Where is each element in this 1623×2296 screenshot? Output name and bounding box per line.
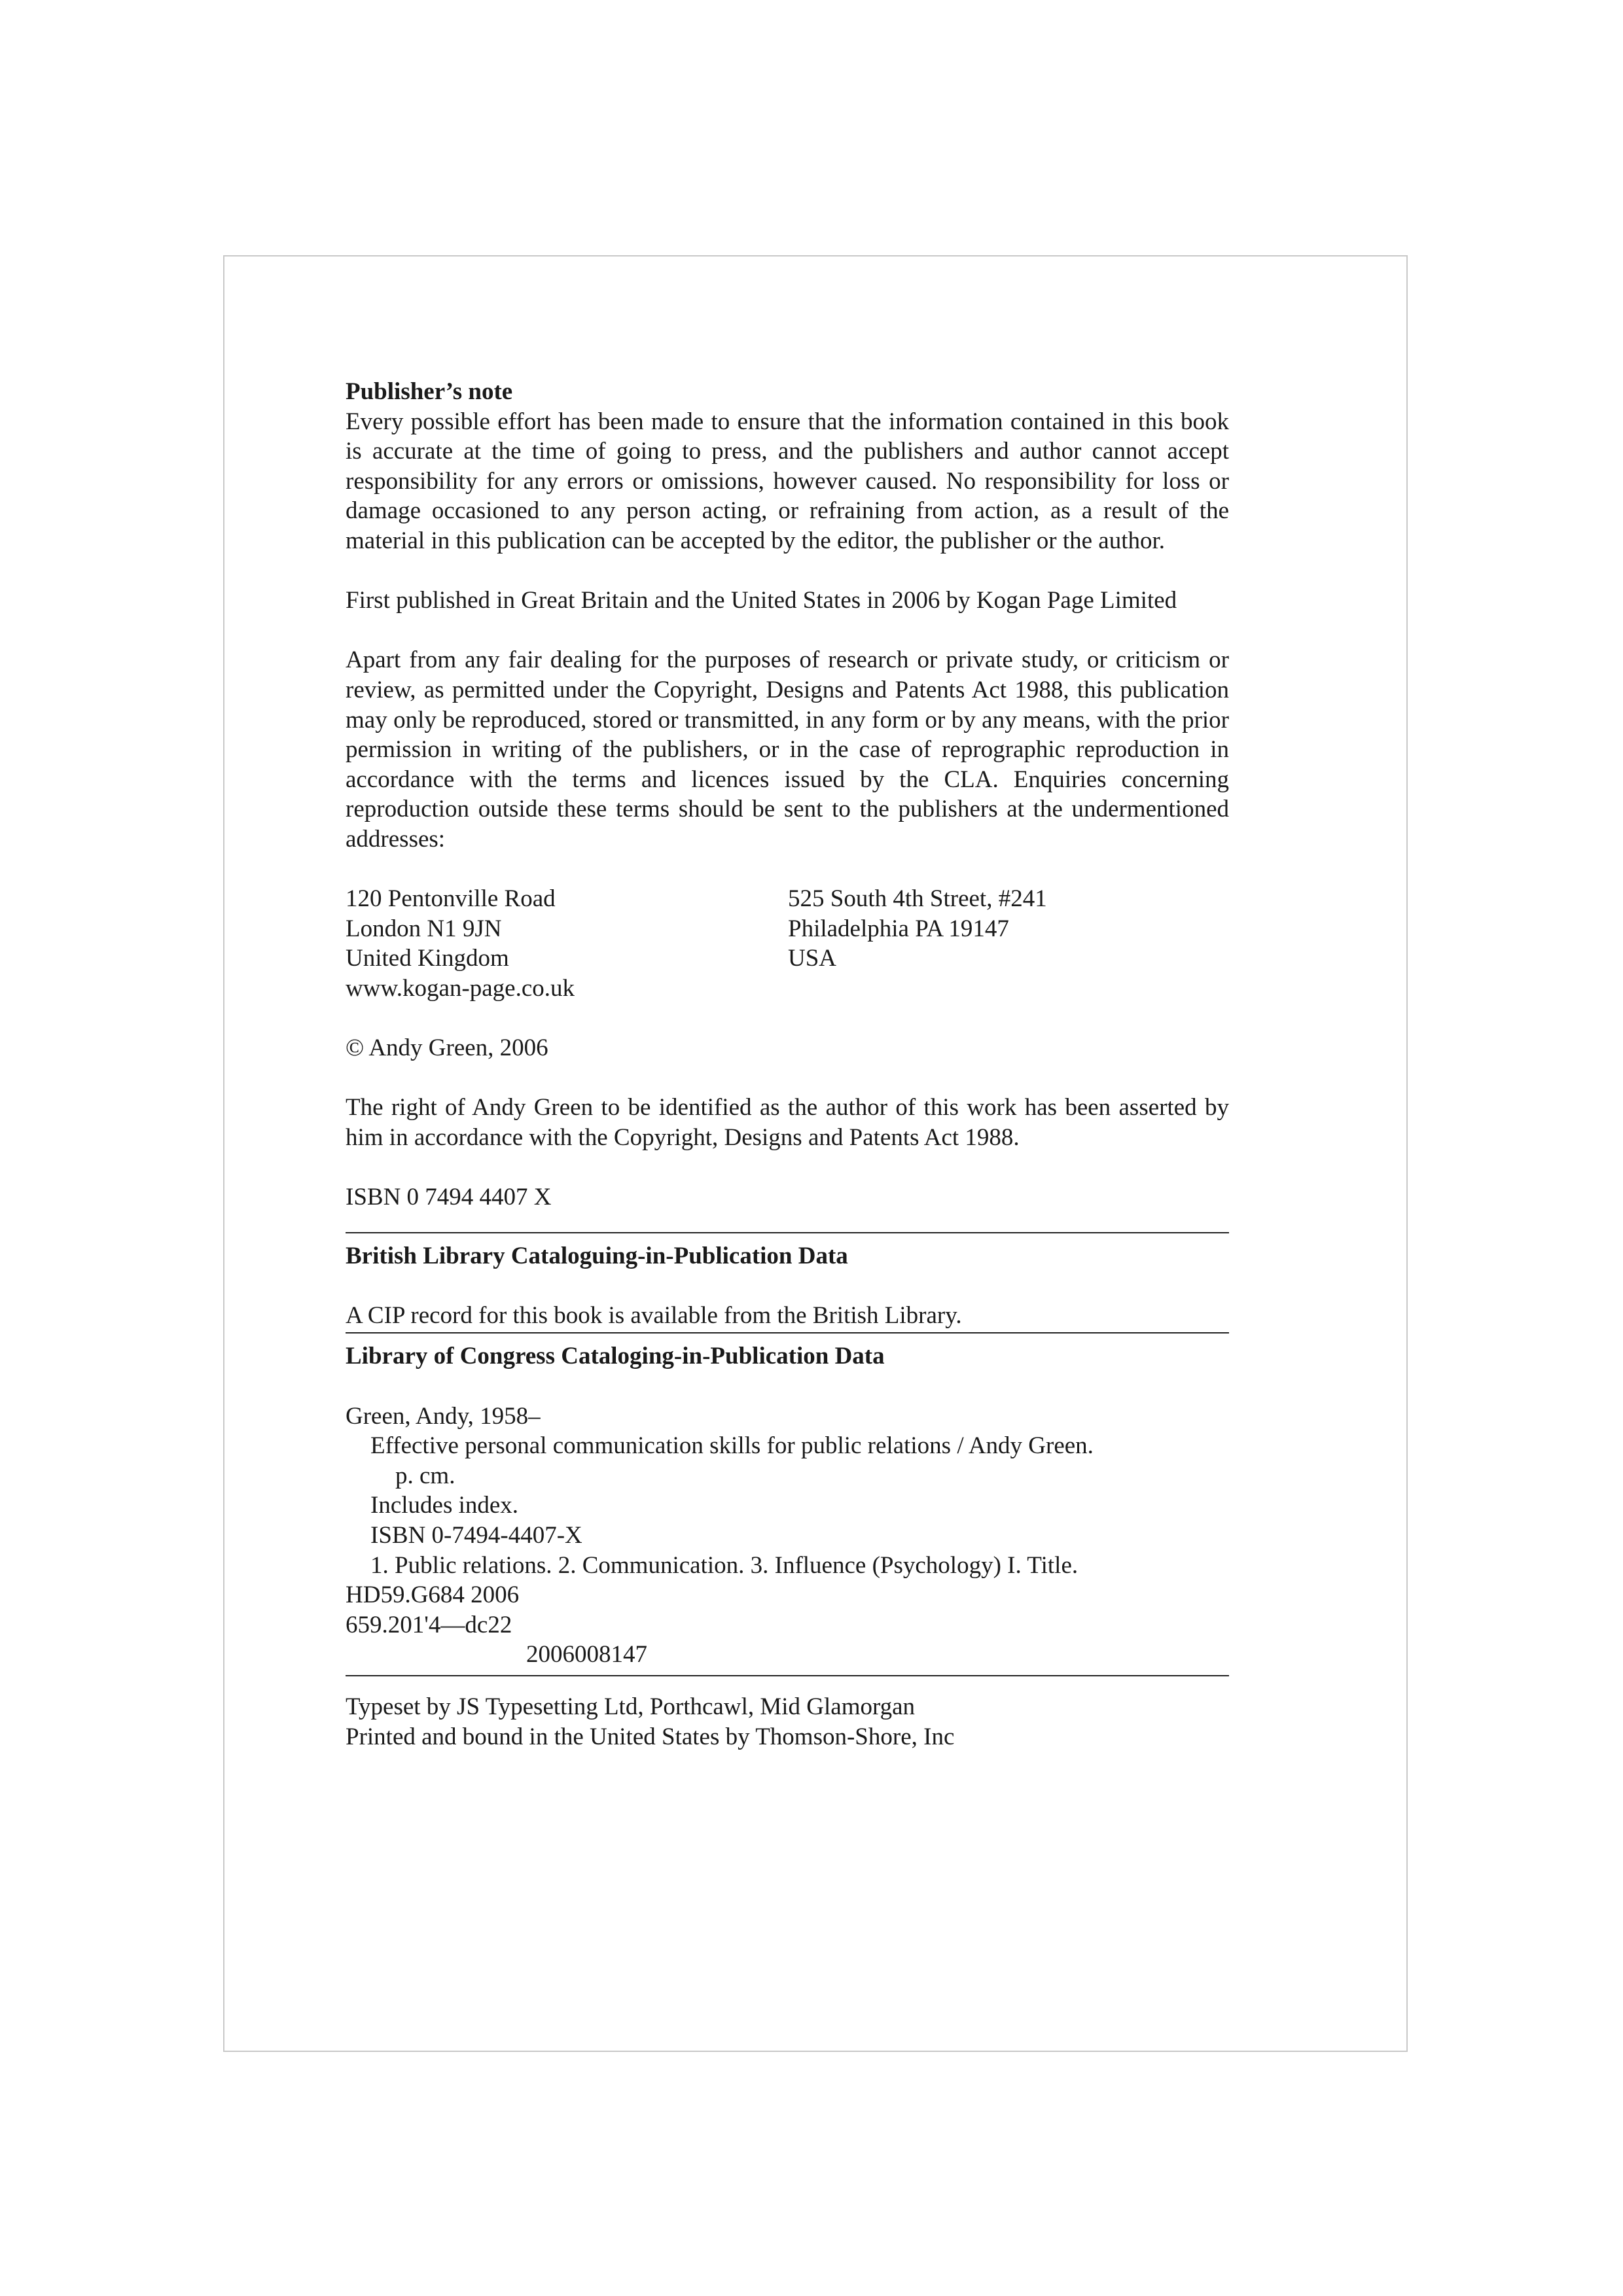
library-of-congress-heading: Library of Congress Cataloging-in-Publication Data [346, 1343, 885, 1370]
us-address-line: 525 South 4th Street, #241 [788, 885, 1047, 913]
cip-isbn: ISBN 0-7494-4407-X [370, 1521, 582, 1549]
us-address-line: USA [788, 945, 837, 972]
typeset-credit: Typeset by JS Typesetting Ltd, Porthcawl, Mid Glamorgan [346, 1693, 916, 1720]
cip-record [346, 1402, 1229, 1670]
uk-address [346, 884, 575, 1003]
cip-classification: HD59.G684 2006 [346, 1581, 520, 1609]
publishers-note [346, 377, 1229, 556]
copyright-page [346, 377, 1229, 1752]
copyright-line: © Andy Green, 2006 [346, 1034, 548, 1062]
publisher-website: www.kogan-page.co.uk [346, 974, 575, 1002]
uk-address-line: United Kingdom [346, 945, 509, 972]
copyright-terms: Apart from any fair dealing for the purposes of research or private study, or criticism or review, as permitted under the Copyright, Designs and Patents Act 1988, this publication may only be reproduced, stored or transmitted, in any form or by any means, with the prior permission in writing of the publishers, or in the case of reprographic reproduction in accordance with the terms and licences issued by the CLA. Enquiries concerning reproduction outside these terms should be sent to the publishers at the undermentioned addresses: [346, 646, 1229, 853]
cip-pages: p. cm. [395, 1462, 455, 1489]
cip-lccn: 2006008147 [526, 1641, 647, 1669]
publishers-note-text: Every possible effort has been made to ensure that the information contained in this book is accurate at the time of going to press, and the publishers and author cannot accept responsibility for any errors or omissions, however caused. No responsibility for loss or damage occasioned to any person acting, or refraining from action, as a result of the material in this publication can be accepted by the editor, the publisher or the author. [346, 408, 1229, 554]
isbn: ISBN 0 7494 4407 X [346, 1184, 552, 1211]
british-library-heading: British Library Cataloguing-in-Publication Data [346, 1242, 848, 1269]
cip-includes: Includes index. [370, 1492, 519, 1519]
cip-dewey: 659.201'4—dc22 [346, 1611, 512, 1638]
uk-address-line: 120 Pentonville Road [346, 885, 556, 913]
british-library-text: A CIP record for this book is available from the British Library. [346, 1301, 962, 1329]
cip-author: Green, Andy, 1958– [346, 1402, 541, 1430]
us-address [788, 884, 1047, 974]
publisher-addresses [346, 884, 1229, 1003]
publishers-note-heading: Publisher’s note [346, 378, 513, 405]
uk-address-line: London N1 9JN [346, 915, 502, 942]
cip-subjects: 1. Public relations. 2. Communication. 3. Influence (Psychology) I. Title. [370, 1551, 1079, 1579]
moral-right-statement: The right of Andy Green to be identified as the author of this work has been asserted by him in accordance with the Copyright, Designs and Patents Act 1988. [346, 1094, 1229, 1151]
first-published: First published in Great Britain and the United States in 2006 by Kogan Page Limited [346, 587, 1177, 614]
cip-title: Effective personal communication skills for public relations / Andy Green. [370, 1432, 1094, 1460]
us-address-line: Philadelphia PA 19147 [788, 915, 1009, 942]
printed-credit: Printed and bound in the United States by Thomson-Shore, Inc [346, 1723, 955, 1750]
